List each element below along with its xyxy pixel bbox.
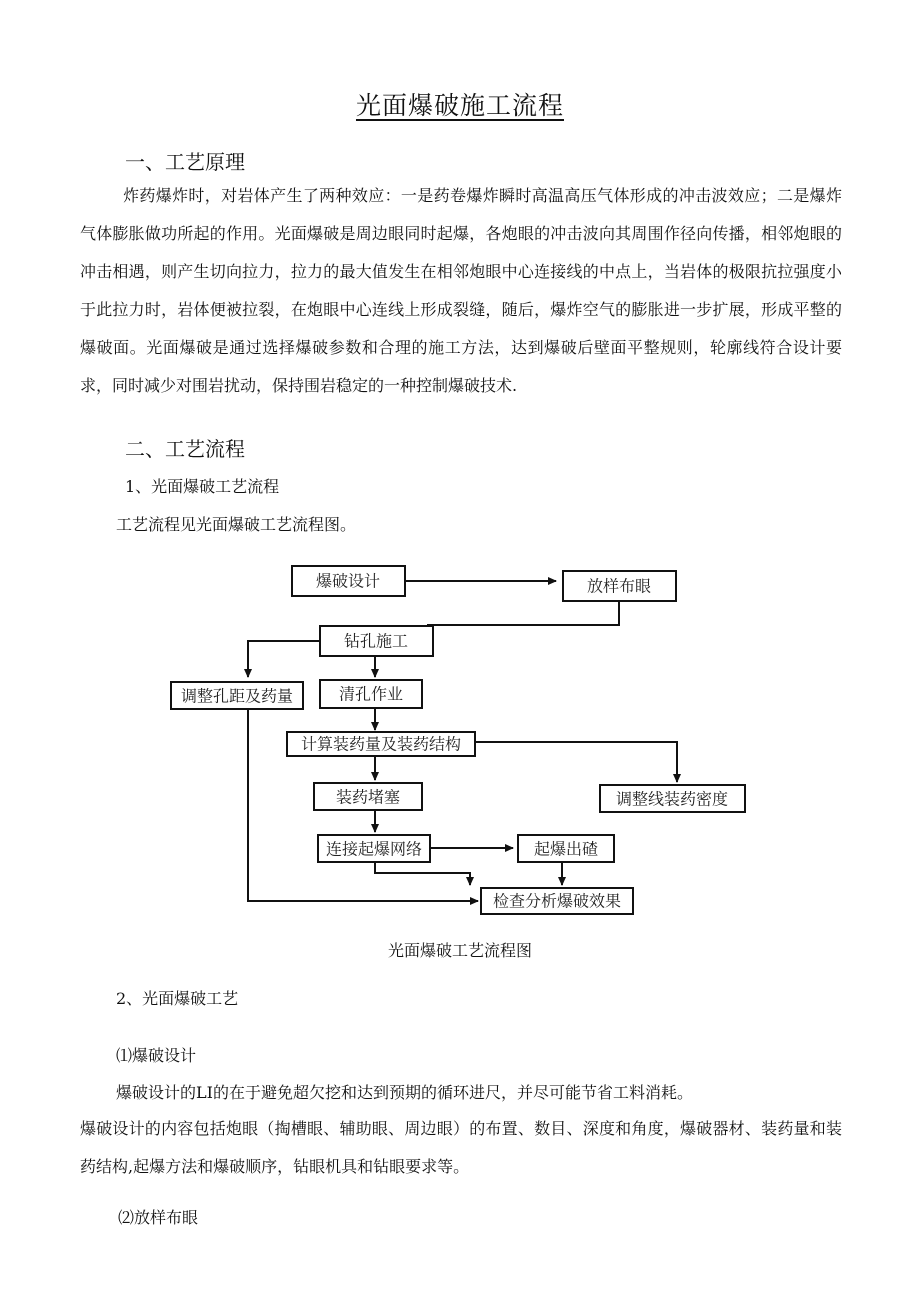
item-heading-layout: ⑵放样布眼 (118, 1208, 199, 1227)
label-charging: 装药堵塞 (335, 787, 401, 807)
label-adjust-density: 调整线装药密度 (615, 789, 729, 809)
label-adjust-spacing: 调整孔距及药量 (180, 686, 294, 706)
subsection-heading-process: 2、光面爆破工艺 (116, 989, 239, 1008)
label-inspect: 检查分析爆破效果 (492, 891, 622, 911)
label-cleaning: 清孔作业 (338, 684, 404, 704)
label-design: 爆破设计 (315, 571, 381, 591)
label-blast: 起爆出碴 (533, 839, 599, 859)
arrow-connect-to-inspect (375, 862, 470, 885)
flow-intro-text: 工艺流程见光面爆破工艺流程图。 (116, 515, 357, 534)
subsection-heading-flow: 1、光面爆破工艺流程 (125, 477, 280, 496)
section-heading-principle: 一、工艺原理 (125, 150, 245, 174)
arrow-drilling-to-adjust-spacing (248, 641, 320, 677)
section-heading-flow: 二、工艺流程 (125, 437, 245, 461)
item-heading-design: ⑴爆破设计 (116, 1046, 197, 1065)
design-content-paragraph: 爆破设计的内容包括炮眼（掏槽眼、辅助眼、周边眼）的布置、数目、深度和角度，爆破器材、装药量和装药结构,起爆方法和爆破顺序，钻眼机具和钻眼要求等。 (80, 1119, 842, 1176)
label-drilling: 钻孔施工 (343, 631, 409, 651)
label-calc-charge: 计算装药量及装药结构 (300, 734, 462, 754)
design-purpose-text: 爆破设计的LI的在于避免超欠挖和达到预期的循环进尺，并尽可能节省工料消耗。 (116, 1083, 693, 1102)
label-connect: 连接起爆网络 (325, 839, 423, 859)
document-title: 光面爆破施工流程 (355, 91, 564, 120)
label-layout: 放样布眼 (586, 576, 652, 596)
arrow-calc-to-adjust-density (475, 742, 677, 782)
figure-caption: 光面爆破工艺流程图 (387, 941, 532, 960)
arrow-layout-to-drilling (428, 601, 619, 641)
principle-paragraph: 炸药爆炸时，对岩体产生了两种效应：一是药卷爆炸瞬时高温高压气体形成的冲击波效应；二是爆炸气体膨胀做功所起的作用。光面爆破是周边眼同时起爆，各炮眼的冲击波向其周围作径向传播，相邻炮眼的冲击相遇，则产生切向拉力，拉力的最大值发生在相邻炮眼中心连接线的中点上，当岩体的极限抗拉强度小于此拉力时，岩体便被拉裂，在炮眼中心连线上形成裂缝，随后，爆炸空气的膨胀进一步扩展，形成平整的爆破面。光面爆破是通过选择爆破参数和合理的施工方法，达到爆破后壁面平整规则，轮廓线符合设计要求，同时减少对围岩扰动，保持围岩稳定的一种控制爆破技术. (80, 186, 842, 395)
